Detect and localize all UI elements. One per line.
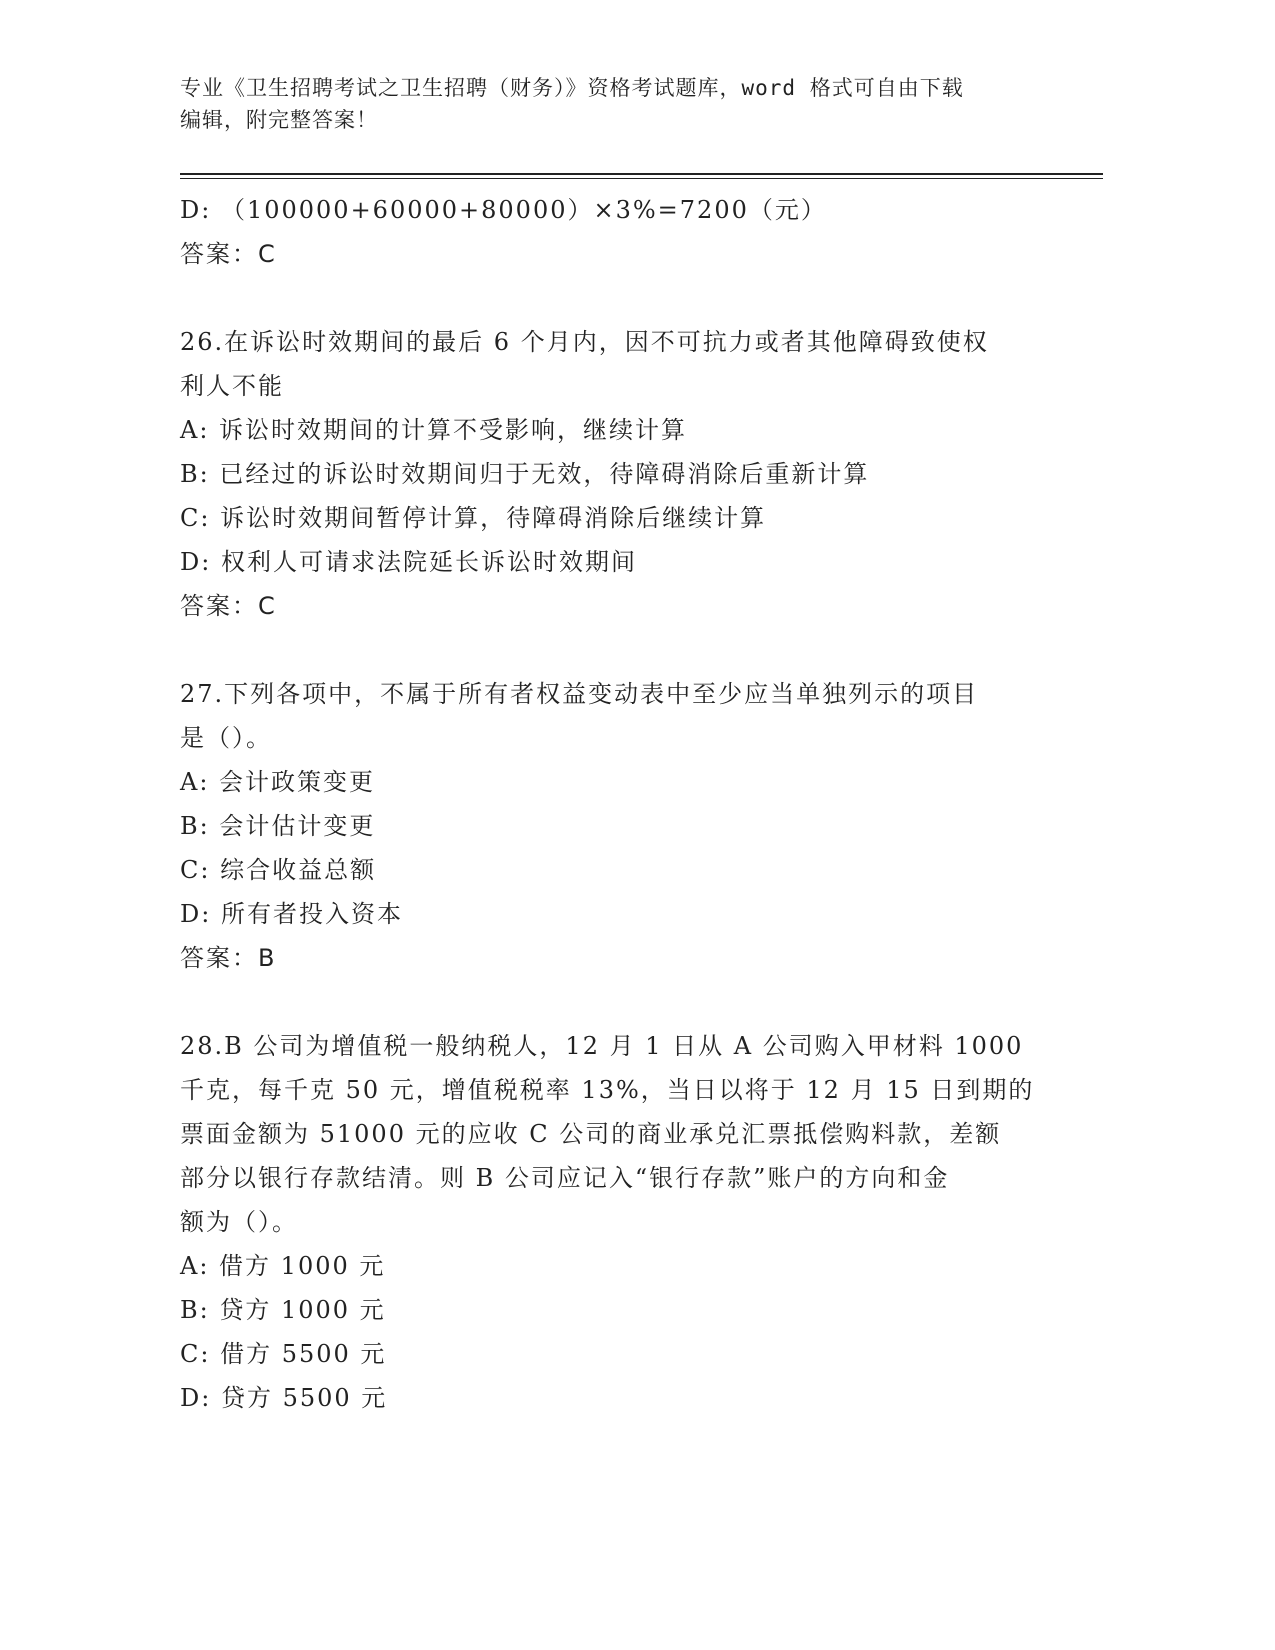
question-stem-continued: 是（）。 [180, 724, 272, 752]
option-d: D: 所有者投入资本 [180, 900, 403, 928]
answer-line: 答案：C [180, 592, 277, 620]
question-stem-continued: 额为（）。 [180, 1208, 298, 1236]
spacer [180, 276, 1060, 320]
option-d: D: 权利人可请求法院延长诉讼时效期间 [180, 548, 637, 576]
option-c: C: 综合收益总额 [180, 856, 377, 884]
header-line-1: 专业《卫生招聘考试之卫生招聘（财务）》资格考试题库，word 格式可自由下载 [180, 76, 964, 100]
question-26 [180, 320, 1060, 628]
header-divider-thick [180, 173, 1103, 175]
spacer [180, 628, 1060, 672]
answer-line: 答案：C [180, 240, 277, 268]
option-a: A: 会计政策变更 [180, 768, 376, 796]
answer-line: 答案：B [180, 944, 277, 972]
option-c: C: 诉讼时效期间暂停计算，待障碍消除后继续计算 [180, 504, 767, 532]
option-a: A: 借方 1000 元 [180, 1252, 386, 1280]
previous-question-tail [180, 188, 1060, 276]
question-stem: 27.下列各项中，不属于所有者权益变动表中至少应当单独列示的项目 [180, 680, 979, 708]
question-28 [180, 1024, 1060, 1420]
question-stem: 26.在诉讼时效期间的最后 6 个月内，因不可抗力或者其他障碍致使权 [180, 328, 989, 356]
option-c: C: 借方 5500 元 [180, 1340, 387, 1368]
option-b: B: 会计估计变更 [180, 812, 376, 840]
header-line-2: 编辑，附完整答案！ [180, 108, 378, 132]
option-a: A: 诉讼时效期间的计算不受影响，继续计算 [180, 416, 688, 444]
question-stem-continued: 票面金额为 51000 元的应收 C 公司的商业承兑汇票抵偿购料款，差额 [180, 1120, 1002, 1148]
spacer [180, 980, 1060, 1024]
header-divider-thin [180, 178, 1103, 179]
question-stem-continued: 部分以银行存款结清。则 B 公司应记入“银行存款”账户的方向和金 [180, 1164, 950, 1192]
option-b: B: 已经过的诉讼时效期间归于无效，待障碍消除后重新计算 [180, 460, 870, 488]
question-stem-continued: 千克，每千克 50 元，增值税税率 13%，当日以将于 12 月 15 日到期的 [180, 1076, 1035, 1104]
question-stem-continued: 利人不能 [180, 372, 284, 400]
question-27 [180, 672, 1060, 980]
option-d: D: 贷方 5500 元 [180, 1384, 388, 1412]
question-stem: 28.B 公司为增值税一般纳税人，12 月 1 日从 A 公司购入甲材料 1000 [180, 1032, 1024, 1060]
option-b: B: 贷方 1000 元 [180, 1296, 386, 1324]
document-body [180, 188, 1060, 1420]
option-d: D: （100000+60000+80000）×3%=7200（元） [180, 196, 827, 224]
document-header [180, 72, 1060, 136]
